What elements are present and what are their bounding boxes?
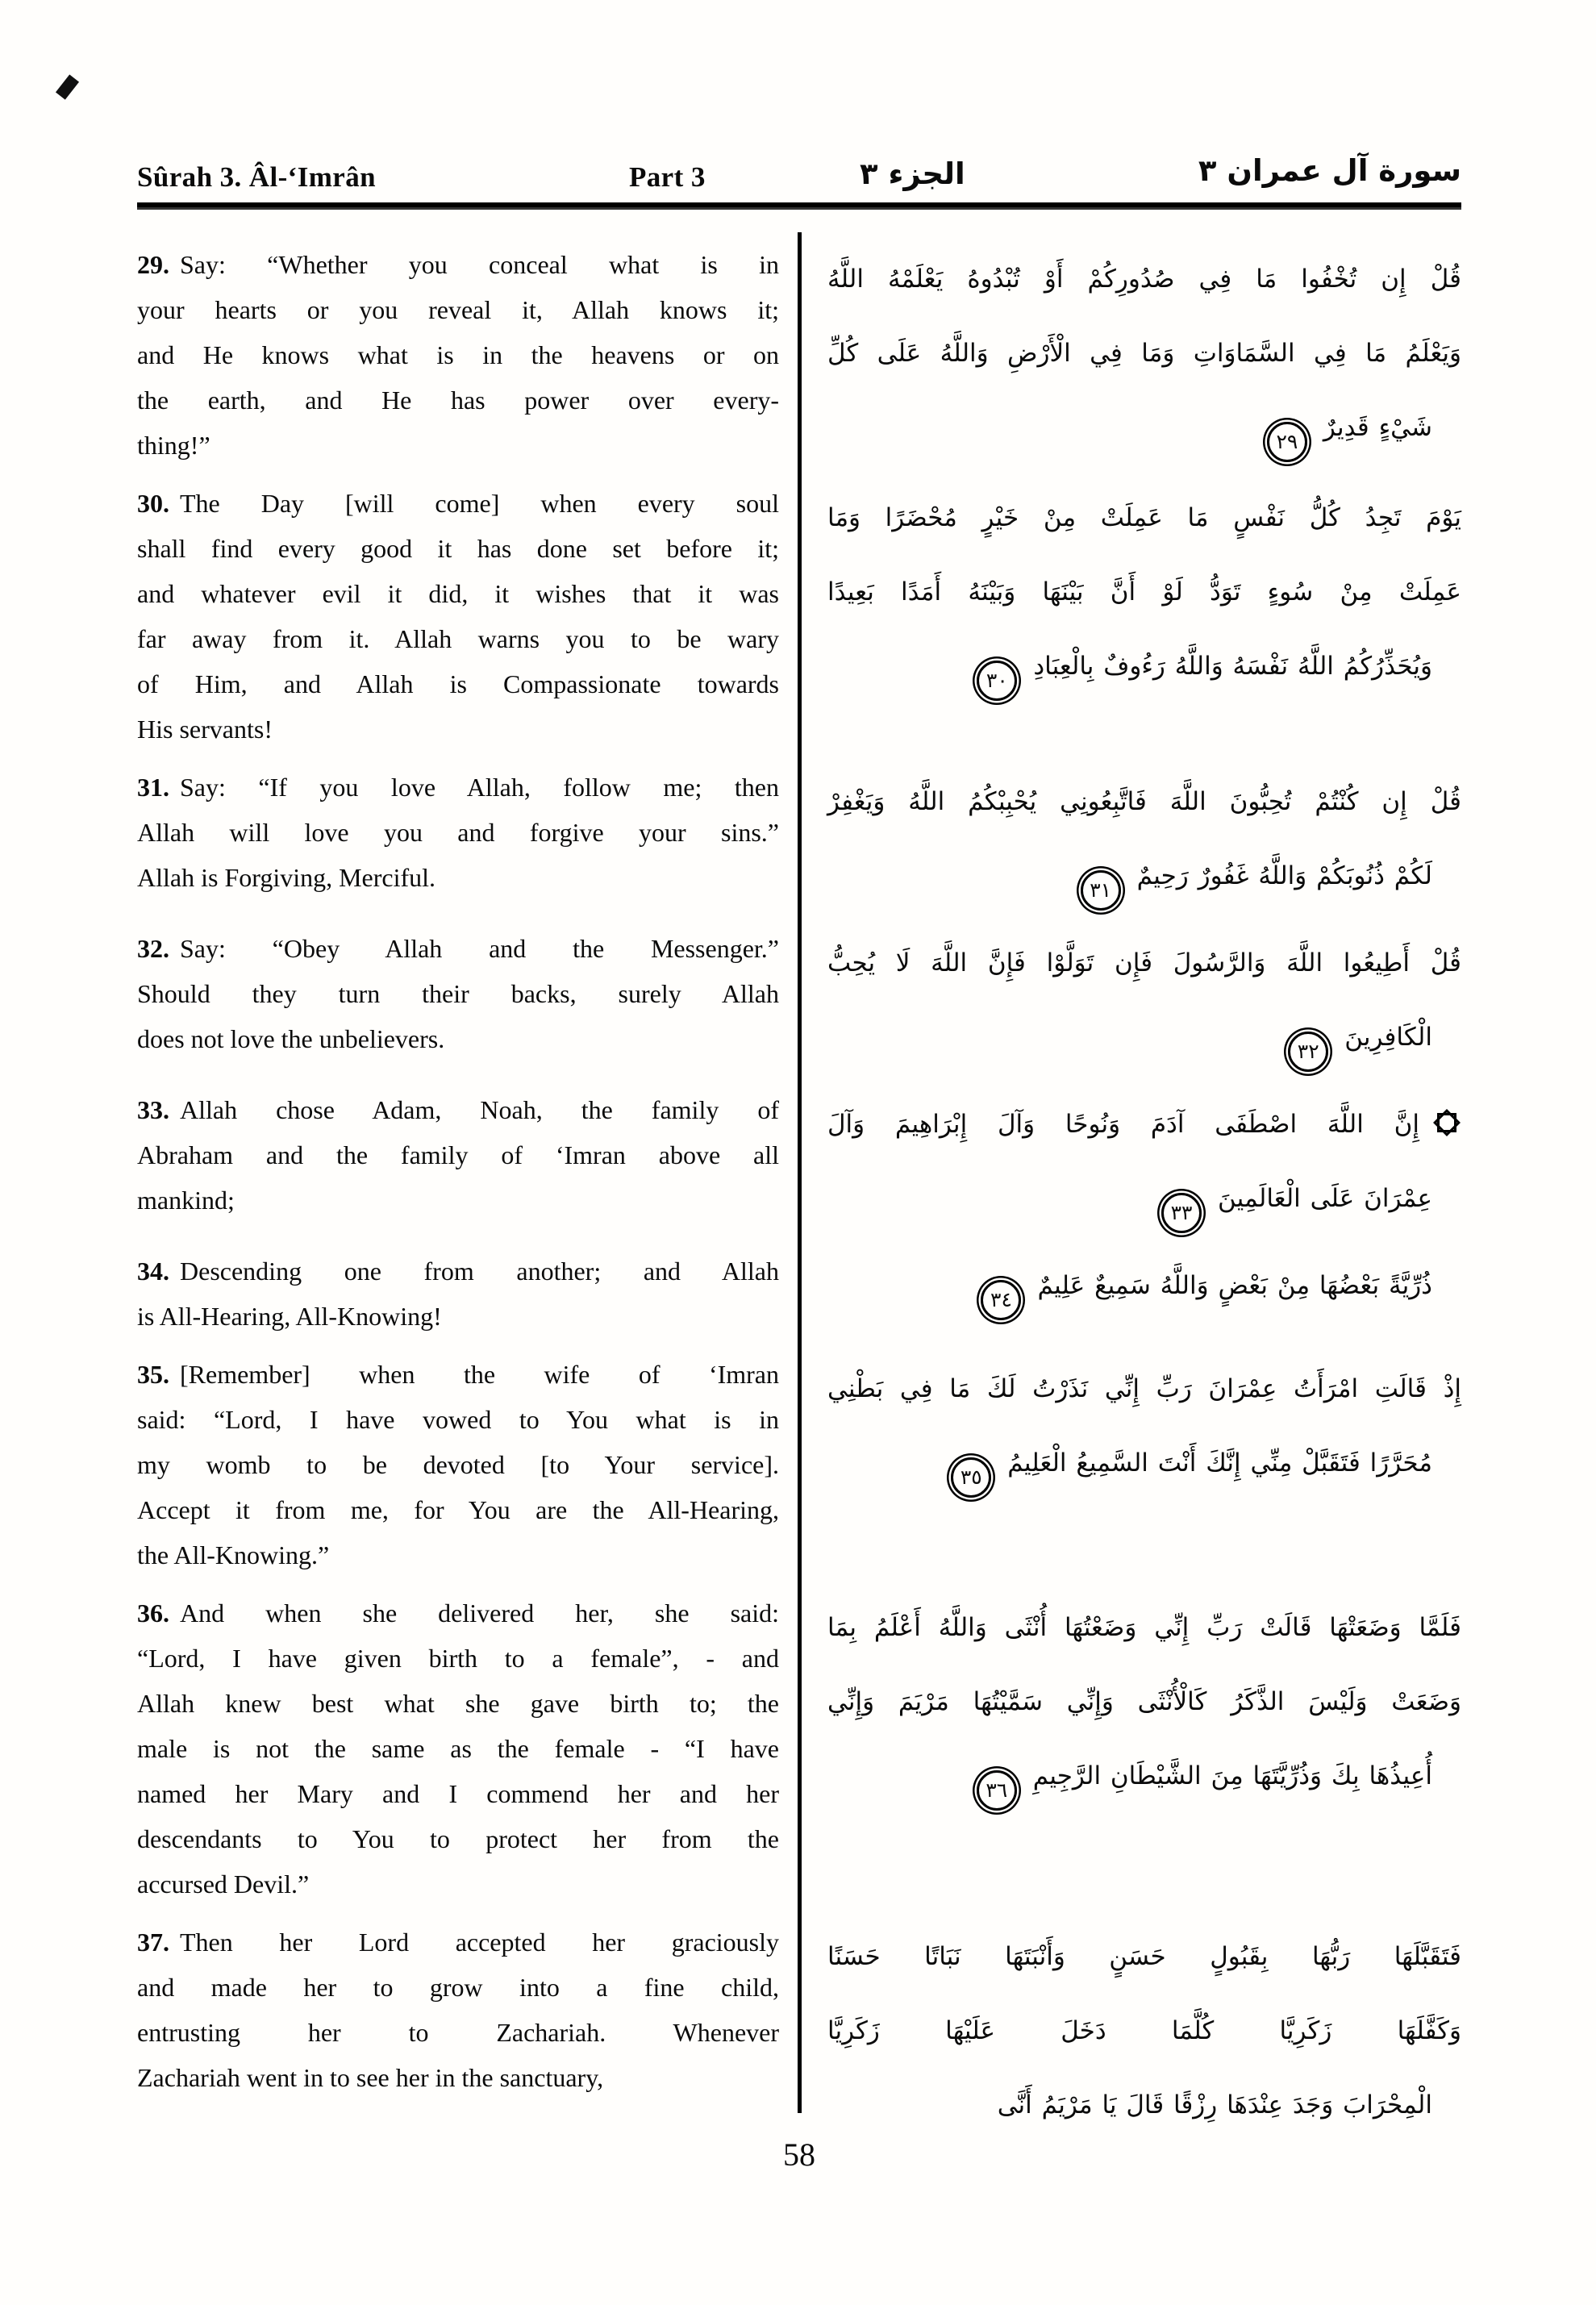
arabic-line xyxy=(827,1426,1461,1500)
ayah-end-medallion xyxy=(977,1770,1017,1811)
verse-arabic-36 xyxy=(827,1590,1461,1907)
arabic-line xyxy=(827,316,1461,390)
ayah-number-arabic: ٣٤ xyxy=(990,1288,1012,1311)
verse-arabic-34 xyxy=(827,1248,1461,1339)
ayah-end-medallion xyxy=(977,661,1017,701)
arabic-text: فَلَمَّا وَضَعَتْهَا قَالَتْ رَبِّ إِنِّي وَضَعْتُهَا أُنْثَى وَاللَّهُ أَعْلَمُ بِمَا xyxy=(827,1613,1461,1642)
ayah-number-arabic: ٣٥ xyxy=(960,1465,982,1489)
english-line: Accept it from me, for You are the All-Hearing, xyxy=(137,1495,779,1524)
arabic-line xyxy=(827,1248,1461,1323)
verse-arabic-37 xyxy=(827,1919,1461,2142)
verse-english-33 xyxy=(137,1087,779,1236)
arabic-line xyxy=(827,1994,1461,2068)
english-line: and whatever evil it did, it wishes that it was xyxy=(137,579,779,608)
arabic-text: وَيُحَذِّرُكُمُ اللَّهُ نَفْسَهُ وَاللَّهُ رَءُوفٌ بِالْعِبَادِ xyxy=(1033,652,1432,681)
verse-number-label: 30. xyxy=(137,489,169,518)
arabic-line xyxy=(827,1087,1461,1161)
english-line xyxy=(137,1248,779,1294)
verse-english-35 xyxy=(137,1352,779,1578)
arabic-line xyxy=(827,555,1461,629)
english-line: named her Mary and I commend her and her xyxy=(137,1779,779,1808)
english-line: male is not the same as the female - “I have xyxy=(137,1734,779,1763)
english-line: Allah is Forgiving, Merciful. xyxy=(137,863,436,892)
english-line xyxy=(137,481,779,526)
english-line xyxy=(137,1919,779,1965)
arabic-text: إِذْ قَالَتِ امْرَأَتُ عِمْرَانَ رَبِّ إِنِّي نَذَرْتُ لَكَ مَا فِي بَطْنِي xyxy=(827,1374,1461,1403)
scan-artifact xyxy=(56,74,79,99)
arabic-text: أُعِيذُهَا بِكَ وَذُرِّيَّتَهَا مِنَ الشَّيْطَانِ الرَّجِيمِ xyxy=(1032,1761,1432,1790)
english-line: far away from it. Allah warns you to be wary xyxy=(137,624,779,653)
english-line: does not love the unbelievers. xyxy=(137,1024,445,1053)
verse-arabic-29 xyxy=(827,242,1461,468)
page-content xyxy=(137,0,1461,2305)
english-line: of Him, and Allah is Compassionate towards xyxy=(137,669,779,698)
english-line xyxy=(137,242,779,287)
arabic-text: يَوْمَ تَجِدُ كُلُّ نَفْسٍ مَا عَمِلَتْ مِنْ خَيْرٍ مُحْضَرًا وَمَا xyxy=(827,503,1461,532)
english-line: my womb to be devoted [to Your service]. xyxy=(137,1450,779,1479)
arabic-line xyxy=(827,2068,1461,2142)
english-line: your hearts or you reveal it, Allah knows it; xyxy=(137,295,779,324)
ayah-end-medallion xyxy=(1288,1032,1328,1072)
english-line xyxy=(137,765,779,810)
verse-number-label: 33. xyxy=(137,1095,169,1124)
verse-number-label: 36. xyxy=(137,1598,169,1628)
english-line: and made her to grow into a fine child, xyxy=(137,1973,779,2002)
arabic-text: مُحَرَّرًا فَتَقَبَّلْ مِنِّي إِنَّكَ أَنْتَ السَّمِيعُ الْعَلِيمُ xyxy=(1007,1448,1432,1478)
ayah-number-arabic: ٣٣ xyxy=(1170,1201,1193,1224)
arabic-text: وَيَعْلَمُ مَا فِي السَّمَاوَاتِ وَمَا فِي الْأَرْضِ وَاللَّهُ عَلَى كُلِّ xyxy=(827,339,1461,368)
arabic-text: وَكَفَّلَهَا زَكَرِيَّا كُلَّمَا دَخَلَ عَلَيْهَا زَكَرِيَّا xyxy=(827,2016,1461,2045)
english-line xyxy=(137,1352,779,1397)
english-line: Allah knew best what she gave birth to; the xyxy=(137,1689,779,1718)
verse-english-32 xyxy=(137,926,779,1074)
verse-english-31 xyxy=(137,765,779,913)
english-line: accursed Devil.” xyxy=(137,1869,310,1899)
english-line: “Lord, I have given birth to a female”, - and xyxy=(137,1644,779,1673)
verse-number-label: 31. xyxy=(137,773,169,802)
ayah-end-medallion xyxy=(1267,422,1307,462)
english-line: shall find every good it has done set before it; xyxy=(137,534,779,563)
arabic-text: الْمِحْرَابَ وَجَدَ عِنْدَهَا رِزْقًا قَالَ يَا مَرْيَمُ أَنَّى xyxy=(997,2090,1432,2120)
arabic-text: عَمِلَتْ مِنْ سُوءٍ تَوَدُّ لَوْ أَنَّ بَيْنَهَا وَبَيْنَهُ أَمَدًا بَعِيدًا xyxy=(827,577,1461,606)
english-line: Abraham and the family of ‘Imran above all xyxy=(137,1140,779,1169)
english-line xyxy=(137,1590,779,1636)
verse-english-29 xyxy=(137,242,779,468)
ayah-end-medallion xyxy=(1081,870,1121,911)
verse-english-30 xyxy=(137,481,779,752)
english-text: Then her Lord accepted her graciously xyxy=(180,1928,779,1957)
english-line xyxy=(137,1087,779,1132)
arabic-line xyxy=(827,629,1461,703)
arabic-text: شَيْءٍ قَدِيرٌ xyxy=(1323,413,1432,442)
english-line: thing!” xyxy=(137,431,210,460)
verse-english-37 xyxy=(137,1919,779,2142)
verse-arabic-30 xyxy=(827,481,1461,752)
verse-arabic-33 xyxy=(827,1087,1461,1236)
ayah-end-medallion xyxy=(981,1280,1021,1320)
arabic-text: قُلْ إِن تُخْفُوا مَا فِي صُدُورِكُمْ أَوْ تُبْدُوهُ يَعْلَمْهُ اللَّهُ xyxy=(827,265,1461,294)
arabic-text: الْكَافِرِينَ xyxy=(1344,1023,1432,1052)
english-line: the All-Knowing.” xyxy=(137,1540,330,1569)
ayah-number-arabic: ٣٢ xyxy=(1297,1040,1319,1063)
ayah-number-arabic: ٢٩ xyxy=(1276,430,1298,453)
arabic-line xyxy=(827,390,1461,465)
arabic-line xyxy=(827,1000,1461,1074)
arabic-line xyxy=(827,481,1461,555)
verse-arabic-31 xyxy=(827,765,1461,913)
arabic-text: ذُرِّيَّةً بَعْضُهَا مِنْ بَعْضٍ وَاللَّهُ سَمِيعٌ عَلِيمٌ xyxy=(1037,1271,1432,1300)
surah-title-latin: Sûrah 3. Âl-‘Imrân xyxy=(137,161,376,193)
english-line: Zachariah went in to see her in the sanctuary, xyxy=(137,2063,604,2092)
arabic-line xyxy=(827,242,1461,316)
ayah-end-medallion xyxy=(1161,1193,1202,1233)
english-line: is All-Hearing, All-Knowing! xyxy=(137,1302,442,1331)
rub-el-hizb-star-icon xyxy=(1432,1108,1461,1137)
english-line: said: “Lord, I have vowed to You what is in xyxy=(137,1405,779,1434)
english-line: and He knows what is in the heavens or on xyxy=(137,340,779,369)
english-line: entrusting her to Zachariah. Whenever xyxy=(137,2018,779,2047)
arabic-text: لَكُمْ ذُنُوبَكُمْ وَاللَّهُ غَفُورٌ رَحِيمٌ xyxy=(1136,861,1432,890)
english-text: Say: “If you love Allah, follow me; then xyxy=(180,773,779,802)
english-text: Say: “Obey Allah and the Messenger.” xyxy=(180,934,779,963)
arabic-line xyxy=(827,765,1461,839)
english-line: Should they turn their backs, surely Allah xyxy=(137,979,779,1008)
verse-number-label: 34. xyxy=(137,1257,169,1286)
english-line: Allah will love you and forgive your sins.” xyxy=(137,818,779,847)
verse-english-34 xyxy=(137,1248,779,1339)
arabic-line xyxy=(827,1665,1461,1739)
english-text: Say: “Whether you conceal what is in xyxy=(180,250,779,279)
ayah-number-arabic: ٣٠ xyxy=(986,669,1008,692)
arabic-text: قُلْ أَطِيعُوا اللَّهَ وَالرَّسُولَ فَإِن تَوَلَّوْا فَإِنَّ اللَّهَ لَا يُحِبُّ xyxy=(827,948,1461,977)
header-rule xyxy=(137,202,1461,210)
surah-title-arabic: سورة آل عمران ٣ xyxy=(1198,153,1461,188)
arabic-text: قُلْ إِن كُنْتُمْ تُحِبُّونَ اللَّهَ فَاتَّبِعُونِي يُحْبِبْكُمُ اللَّهُ وَيَغْفِرْ xyxy=(827,787,1461,816)
page-header xyxy=(137,152,1461,203)
arabic-line xyxy=(827,839,1461,913)
english-line: His servants! xyxy=(137,715,273,744)
ayah-number-arabic: ٣١ xyxy=(1090,878,1112,902)
arabic-line xyxy=(827,926,1461,1000)
english-text: Descending one from another; and Allah xyxy=(180,1257,779,1286)
verses-grid xyxy=(137,242,1461,2142)
arabic-line xyxy=(827,1590,1461,1665)
verse-number-label: 29. xyxy=(137,250,169,279)
english-line: mankind; xyxy=(137,1186,235,1215)
arabic-line xyxy=(827,1739,1461,1813)
english-text: And when she delivered her, she said: xyxy=(180,1598,779,1628)
page-number: 58 xyxy=(783,2136,815,2173)
arabic-line xyxy=(827,1352,1461,1426)
arabic-line xyxy=(827,1161,1461,1236)
ayah-number-arabic: ٣٦ xyxy=(986,1778,1008,1802)
verse-arabic-35 xyxy=(827,1352,1461,1578)
verse-number-label: 35. xyxy=(137,1360,169,1389)
english-line: the earth, and He has power over every- xyxy=(137,386,779,415)
english-line xyxy=(137,926,779,971)
arabic-text: فَتَقَبَّلَهَا رَبُّهَا بِقَبُولٍ حَسَنٍ وَأَنْبَتَهَا نَبَاتًا حَسَنًا xyxy=(827,1942,1461,1971)
verse-english-36 xyxy=(137,1590,779,1907)
english-text: Allah chose Adam, Noah, the family of xyxy=(180,1095,779,1124)
english-text: [Remember] when the wife of ‘Imran xyxy=(180,1360,779,1389)
verse-number-label: 37. xyxy=(137,1928,169,1957)
english-text: The Day [will come] when every soul xyxy=(180,489,779,518)
part-label: Part 3 xyxy=(629,161,706,193)
arabic-text: عِمْرَانَ عَلَى الْعَالَمِينَ xyxy=(1218,1184,1432,1213)
verse-number-label: 32. xyxy=(137,934,169,963)
juz-label-arabic: الجزء ٣ xyxy=(860,156,965,191)
arabic-line xyxy=(827,1919,1461,1994)
verse-arabic-32 xyxy=(827,926,1461,1074)
english-line: descendants to You to protect her from the xyxy=(137,1824,779,1853)
arabic-text: إِنَّ اللَّهَ اصْطَفَى آدَمَ وَنُوحًا وَآلَ إِبْرَاهِيمَ وَآلَ xyxy=(827,1110,1419,1139)
arabic-text: وَضَعَتْ وَلَيْسَ الذَّكَرُ كَالْأُنْثَى وَإِنِّي سَمَّيْتُهَا مَرْيَمَ وَإِنِّي xyxy=(827,1687,1461,1716)
ayah-end-medallion xyxy=(951,1457,991,1498)
